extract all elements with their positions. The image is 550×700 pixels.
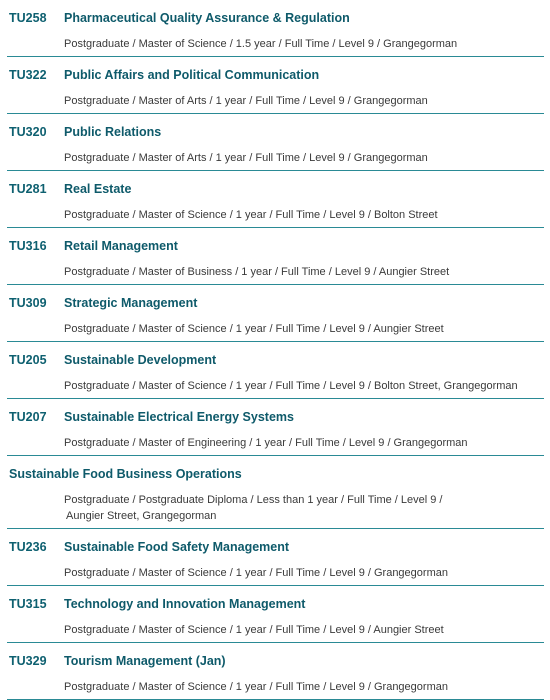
course-code: TU281: [9, 182, 47, 196]
course-header: [7, 0, 544, 36]
course-item-tu258[interactable]: [7, 0, 544, 57]
course-title[interactable]: Sustainable Electrical Energy Systems: [64, 410, 294, 424]
course-details: Postgraduate / Master of Science / 1 year / Full Time / Level 9 / Grangegorman: [64, 567, 448, 579]
course-code: TU320: [9, 125, 47, 139]
course-details: [7, 492, 544, 528]
course-header: [7, 586, 544, 622]
course-header: [7, 643, 544, 679]
course-item-tu316[interactable]: [7, 228, 544, 285]
course-details-line1: Postgraduate / Postgraduate Diploma / Less than 1 year / Full Time / Level 9 /: [64, 494, 443, 506]
course-item-tu281[interactable]: [7, 171, 544, 228]
course-code: TU207: [9, 410, 47, 424]
course-header: [7, 57, 544, 93]
course-code: TU205: [9, 353, 47, 367]
course-details: Postgraduate / Master of Science / 1 year / Full Time / Level 9 / Aungier Street: [64, 323, 444, 335]
course-details: Postgraduate / Master of Science / 1 year / Full Time / Level 9 / Grangegorman: [64, 681, 448, 693]
course-details: Postgraduate / Master of Engineering / 1 year / Full Time / Level 9 / Grangegorman: [64, 437, 468, 449]
course-details-line2: Aungier Street, Grangegorman: [66, 510, 217, 522]
course-item-tu207[interactable]: [7, 399, 544, 456]
course-details: Postgraduate / Master of Business / 1 year / Full Time / Level 9 / Aungier Street: [64, 266, 450, 278]
course-header: [7, 228, 544, 264]
course-header: [7, 114, 544, 150]
course-item-tu309[interactable]: [7, 285, 544, 342]
course-code: TU322: [9, 68, 47, 82]
course-title[interactable]: Public Relations: [64, 125, 162, 139]
course-title[interactable]: Pharmaceutical Quality Assurance & Regulation: [64, 11, 350, 25]
course-item-tu205[interactable]: [7, 342, 544, 399]
course-title[interactable]: Sustainable Food Safety Management: [64, 540, 290, 554]
course-header: [7, 285, 544, 321]
course-title[interactable]: Sustainable Development: [64, 353, 217, 367]
course-title[interactable]: Sustainable Food Business Operations: [9, 467, 242, 481]
course-code: TU329: [9, 654, 47, 668]
course-code: TU315: [9, 597, 47, 611]
course-header: [7, 342, 544, 378]
course-header: [7, 171, 544, 207]
course-header: [7, 399, 544, 435]
course-item-tu320[interactable]: [7, 114, 544, 171]
course-title[interactable]: Public Affairs and Political Communication: [64, 68, 320, 82]
course-code: TU309: [9, 296, 47, 310]
course-item-sustainable-food-business-operations[interactable]: [7, 456, 544, 529]
course-code: TU236: [9, 540, 47, 554]
course-header: [7, 456, 544, 492]
course-code: TU316: [9, 239, 47, 253]
course-header: [7, 529, 544, 565]
course-item-tu322[interactable]: [7, 57, 544, 114]
course-details: Postgraduate / Master of Science / 1.5 year / Full Time / Level 9 / Grangegorman: [64, 38, 458, 50]
course-item-tu236[interactable]: [7, 529, 544, 586]
course-details: Postgraduate / Master of Arts / 1 year / Full Time / Level 9 / Grangegorman: [64, 95, 428, 107]
course-details: Postgraduate / Master of Science / 1 year / Full Time / Level 9 / Bolton Street, Grangegorman: [64, 380, 518, 392]
course-details: Postgraduate / Master of Arts / 1 year / Full Time / Level 9 / Grangegorman: [64, 152, 428, 164]
course-item-tu329[interactable]: [7, 643, 544, 700]
course-title[interactable]: Strategic Management: [64, 296, 198, 310]
course-details: Postgraduate / Master of Science / 1 year / Full Time / Level 9 / Bolton Street: [64, 209, 438, 221]
course-code: TU258: [9, 11, 47, 25]
course-title[interactable]: Real Estate: [64, 182, 132, 196]
course-title[interactable]: Technology and Innovation Management: [64, 597, 306, 611]
course-title[interactable]: Retail Management: [64, 239, 178, 253]
course-item-tu315[interactable]: [7, 586, 544, 643]
course-details: Postgraduate / Master of Science / 1 year / Full Time / Level 9 / Aungier Street: [64, 624, 444, 636]
course-title[interactable]: Tourism Management (Jan): [64, 654, 226, 668]
